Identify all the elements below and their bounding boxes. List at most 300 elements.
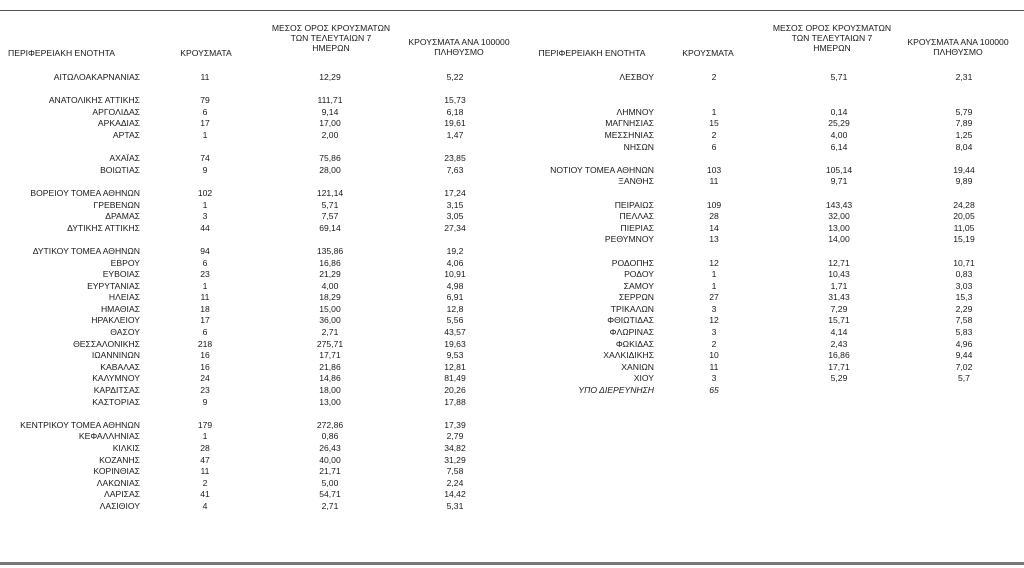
cases-cell: 4: [202, 500, 208, 511]
region-cell: ΔΥΤΙΚΗΣ ΑΤΤΙΚΗΣ: [67, 222, 140, 233]
per100k-cell: 19,61: [444, 118, 466, 129]
avg7-cell: 6,14: [830, 141, 848, 152]
region-cell: ΙΩΑΝΝΙΝΩΝ: [91, 350, 140, 361]
cases-cell: 3: [711, 303, 717, 314]
spacer-row: [518, 95, 1024, 107]
region-cell: ΑΧΑΪΑΣ: [109, 153, 140, 164]
table-row: [0, 188, 520, 200]
region-cell: ΡΕΘΥΜΝΟΥ: [604, 234, 654, 245]
avg7-cell: 2,71: [321, 500, 339, 511]
cases-cell: 102: [197, 187, 213, 198]
per100k-cell: 3,15: [446, 199, 464, 210]
region-cell: ΑΡΤΑΣ: [112, 129, 140, 140]
table-row: [0, 327, 520, 339]
table-row: [518, 315, 1024, 327]
avg7-cell: 5,71: [830, 72, 848, 82]
per100k-cell: 7,58: [446, 466, 464, 477]
avg7-cell: 15,71: [828, 315, 850, 326]
header-avg7-right: ΜΕΣΟΣ ΟΡΟΣ ΚΡΟΥΣΜΑΤΩΝ ΤΩΝ ΤΕΛΕΥΤΑΙΩΝ 7 ΗΜΕΡΩΝ: [772, 23, 892, 53]
region-cell: ΔΡΑΜΑΣ: [105, 211, 140, 222]
region-cell: ΚΑΡΔΙΤΣΑΣ: [93, 385, 140, 396]
avg7-cell: 7,29: [830, 303, 848, 314]
avg7-cell: 21,29: [319, 269, 341, 280]
per100k-cell: 1,25: [955, 129, 973, 140]
per100k-cell: 19,2: [446, 245, 464, 256]
region-cell: ΦΘΙΩΤΙΔΑΣ: [607, 315, 654, 326]
cases-cell: 3: [711, 373, 717, 384]
table-row: [518, 165, 1024, 177]
region-cell: ΑΙΤΩΛΟΑΚΑΡΝΑΝΙΑΣ: [53, 72, 140, 82]
header-cases-right: ΚΡΟΥΣΜΑΤΑ: [682, 48, 734, 58]
region-cell: ΚΑΒΑΛΑΣ: [100, 361, 140, 372]
avg7-cell: 54,71: [319, 489, 341, 500]
table-row: [0, 501, 520, 513]
cases-cell: 2: [711, 129, 717, 140]
per100k-cell: 4,98: [446, 280, 464, 291]
region-cell: ΒΟΙΩΤΙΑΣ: [100, 164, 140, 175]
region-cell: ΦΛΩΡΙΝΑΣ: [609, 327, 654, 338]
table-row: [0, 130, 520, 142]
cases-cell: 47: [200, 454, 210, 465]
avg7-cell: 14,86: [319, 373, 341, 384]
table-row: [518, 258, 1024, 270]
table-row: [0, 455, 520, 467]
cases-cell: 103: [706, 164, 722, 175]
table-row: [0, 223, 520, 235]
avg7-cell: 105,14: [825, 164, 853, 175]
avg7-cell: 16,86: [319, 257, 341, 268]
region-cell: ΘΕΣΣΑΛΟΝΙΚΗΣ: [73, 338, 140, 349]
region-cell: ΞΑΝΘΗΣ: [618, 176, 654, 187]
avg7-cell: 25,29: [828, 118, 850, 129]
table-row: [0, 304, 520, 316]
region-cell: ΛΑΡΙΣΑΣ: [104, 489, 140, 500]
avg7-cell: 69,14: [319, 222, 341, 233]
cases-cell: 9: [202, 164, 208, 175]
table-row: [0, 165, 520, 177]
right-data-table: [518, 72, 1024, 397]
cases-cell: 6: [202, 327, 208, 338]
avg7-cell: 111,71: [317, 95, 343, 106]
per100k-cell: 3,05: [446, 211, 464, 222]
region-cell: ΚΙΛΚΙΣ: [112, 443, 140, 453]
per100k-cell: 2,31: [955, 72, 973, 82]
cases-cell: 27: [709, 292, 719, 303]
avg7-cell: 10,43: [828, 269, 850, 280]
table-row: [518, 72, 1024, 84]
cases-cell: 2: [202, 477, 208, 488]
region-cell: ΥΠΟ ΔΙΕΡΕΥΝΗΣΗ: [578, 385, 654, 396]
avg7-cell: 0,86: [321, 431, 339, 442]
cases-cell: 13: [709, 234, 719, 245]
per100k-cell: 19,63: [444, 338, 466, 349]
cases-cell: 2: [711, 338, 717, 349]
table-row: [518, 350, 1024, 362]
table-row: [518, 327, 1024, 339]
per100k-cell: 7,63: [446, 164, 464, 175]
per100k-cell: 2,24: [446, 477, 464, 488]
per100k-cell: 20,05: [953, 211, 975, 222]
per100k-cell: 11,05: [953, 222, 975, 233]
spacer-row: [0, 176, 520, 188]
region-cell: ΠΙΕΡΙΑΣ: [620, 222, 654, 233]
cases-cell: 9: [202, 396, 208, 407]
region-cell: ΕΥΡΥΤΑΝΙΑΣ: [87, 280, 140, 291]
cases-cell: 1: [202, 199, 208, 210]
bottom-rule: [0, 562, 1024, 565]
header-region-left: ΠΕΡΙΦΕΡΕΙΑΚΗ ΕΝΟΤΗΤΑ: [8, 48, 115, 58]
cases-cell: 10: [709, 350, 719, 361]
avg7-cell: 2,71: [321, 327, 339, 338]
per100k-cell: [904, 385, 1024, 397]
per100k-cell: 15,19: [953, 234, 975, 245]
region-cell: ΛΑΚΩΝΙΑΣ: [96, 477, 140, 488]
cases-cell: 17: [200, 118, 210, 129]
region-cell: ΑΝΑΤΟΛΙΚΗΣ ΑΤΤΙΚΗΣ: [48, 95, 140, 106]
cases-cell: 11: [709, 176, 719, 187]
avg7-cell: 40,00: [319, 454, 341, 465]
per100k-cell: 10,91: [444, 269, 466, 280]
per100k-cell: 5,83: [955, 327, 973, 338]
per100k-cell: 9,53: [446, 350, 464, 361]
region-cell: ΠΕΛΛΑΣ: [619, 211, 654, 222]
avg7-cell: 17,71: [319, 350, 341, 361]
region-cell: ΚΕΦΑΛΛΗΝΙΑΣ: [78, 431, 140, 442]
region-cell: ΑΡΚΑΔΙΑΣ: [97, 118, 140, 129]
per100k-cell: 15,73: [444, 95, 466, 106]
per100k-cell: 27,34: [444, 222, 466, 233]
header-avg7-left: ΜΕΣΟΣ ΟΡΟΣ ΚΡΟΥΣΜΑΤΩΝ ΤΩΝ ΤΕΛΕΥΤΑΙΩΝ 7 ΗΜΕΡΩΝ: [271, 23, 391, 53]
avg7-cell: 4,00: [830, 129, 848, 140]
table-row: [0, 269, 520, 281]
table-row: [0, 385, 520, 397]
avg7-cell: 0,14: [830, 106, 848, 117]
avg7-cell: 13,00: [828, 222, 850, 233]
region-cell: ΣΑΜΟΥ: [623, 280, 654, 291]
cases-cell: 3: [711, 327, 717, 338]
per100k-cell: 12,81: [444, 361, 466, 372]
avg7-cell: 12,71: [828, 257, 850, 268]
table-row: [0, 362, 520, 374]
region-cell: ΚΟΖΑΝΗΣ: [99, 454, 140, 465]
table-row: [518, 200, 1024, 212]
avg7-cell: 275,71: [316, 338, 344, 349]
per100k-cell: 14,42: [444, 489, 466, 500]
per100k-cell: 17,39: [444, 419, 466, 430]
per100k-cell: 7,58: [955, 315, 973, 326]
per100k-cell: 7,89: [955, 118, 973, 129]
per100k-cell: 5,7: [958, 373, 970, 384]
region-cell: ΛΕΣΒΟΥ: [619, 72, 654, 82]
region-cell: ΧΙΟΥ: [633, 373, 654, 384]
table-row: [0, 246, 520, 258]
cases-cell: 17: [200, 315, 210, 326]
region-cell: ΑΡΓΟΛΙΔΑΣ: [92, 106, 140, 117]
table-row: [518, 118, 1024, 130]
per100k-cell: 23,85: [444, 153, 466, 164]
avg7-cell: 4,00: [321, 280, 339, 291]
avg7-cell: 15,00: [319, 303, 341, 314]
per100k-cell: 19,44: [953, 164, 975, 175]
avg7-cell: 18,29: [319, 292, 341, 303]
top-rule: [0, 10, 1024, 11]
cases-cell: 12: [709, 257, 719, 268]
table-row: [0, 339, 520, 351]
avg7-cell: 5,00: [321, 477, 339, 488]
avg7-cell: 135,86: [316, 245, 344, 256]
avg7-cell: 16,86: [828, 350, 850, 361]
table-row: [0, 153, 520, 165]
table-row: [0, 350, 520, 362]
region-cell: ΣΕΡΡΩΝ: [618, 292, 654, 303]
avg7-cell: 14,00: [828, 234, 850, 245]
per100k-cell: 9,44: [955, 350, 973, 361]
per100k-cell: 0,83: [955, 269, 973, 280]
avg7-cell: [774, 385, 904, 397]
spacer-row: [518, 188, 1024, 200]
table-row: [518, 211, 1024, 223]
region-cell: ΜΑΓΝΗΣΙΑΣ: [605, 118, 654, 129]
cases-cell: 24: [200, 373, 210, 384]
left-data-table: [0, 72, 520, 513]
cases-cell: 6: [202, 257, 208, 268]
avg7-cell: 5,29: [830, 373, 848, 384]
avg7-cell: 1,71: [830, 280, 848, 291]
cases-cell: 11: [200, 72, 210, 82]
avg7-cell: 17,00: [319, 118, 341, 129]
region-cell: ΗΜΑΘΙΑΣ: [100, 303, 140, 314]
per100k-cell: 20,26: [444, 385, 466, 396]
cases-cell: 109: [706, 199, 722, 210]
region-cell: ΤΡΙΚΑΛΩΝ: [610, 303, 654, 314]
cases-cell: 1: [711, 280, 717, 291]
avg7-cell: 4,14: [830, 327, 848, 338]
cases-cell: 1: [202, 431, 208, 442]
per100k-cell: 5,56: [446, 315, 464, 326]
cases-cell: 1: [711, 106, 717, 117]
region-cell: ΕΒΡΟΥ: [110, 257, 140, 268]
avg7-cell: 9,71: [830, 176, 848, 187]
cases-cell: 11: [200, 466, 210, 477]
cases-cell: 23: [200, 269, 210, 280]
per100k-cell: 34,82: [444, 443, 466, 453]
table-row: [0, 489, 520, 501]
table-row: [0, 466, 520, 478]
cases-cell: 12: [709, 315, 719, 326]
table-row: [0, 478, 520, 490]
table-row: [518, 304, 1024, 316]
region-cell: ΧΑΝΙΩΝ: [621, 361, 654, 372]
avg7-cell: 5,71: [321, 199, 339, 210]
per100k-cell: 8,04: [955, 141, 973, 152]
table-row: [0, 200, 520, 212]
table-row: [0, 258, 520, 270]
table-row: [0, 373, 520, 385]
avg7-cell: 13,00: [319, 396, 341, 407]
region-cell: ΚΑΛΥΜΝΟΥ: [92, 373, 140, 384]
table-row: [518, 130, 1024, 142]
cases-cell: 3: [202, 211, 208, 222]
avg7-cell: 21,86: [319, 361, 341, 372]
spacer-row: [518, 84, 1024, 96]
region-cell: ΒΟΡΕΙΟΥ ΤΟΜΕΑ ΑΘΗΝΩΝ: [30, 187, 140, 198]
per100k-cell: 4,06: [446, 257, 464, 268]
cases-cell: 44: [200, 222, 210, 233]
per100k-cell: 24,28: [953, 199, 975, 210]
cases-cell: 79: [200, 95, 210, 106]
region-cell: ΡΟΔΟΥ: [624, 269, 654, 280]
table-row: [518, 292, 1024, 304]
per100k-cell: 2,79: [446, 431, 464, 442]
table-row: [0, 443, 520, 455]
header-cases-left: ΚΡΟΥΣΜΑΤΑ: [180, 48, 232, 58]
table-row: [518, 223, 1024, 235]
table-row: [518, 339, 1024, 351]
cases-cell: 18: [200, 303, 210, 314]
avg7-cell: 75,86: [319, 153, 341, 164]
per100k-cell: 6,18: [446, 106, 464, 117]
region-cell: ΚΑΣΤΟΡΙΑΣ: [92, 396, 140, 407]
table-row: [0, 315, 520, 327]
avg7-cell: 2,00: [321, 129, 339, 140]
region-cell: ΜΕΣΣΗΝΙΑΣ: [604, 129, 654, 140]
table-row: [518, 281, 1024, 293]
cases-cell: 2: [711, 72, 717, 82]
cases-cell: 218: [197, 338, 213, 349]
table-row: [0, 118, 520, 130]
cases-cell: 23: [200, 385, 210, 396]
cases-cell: 1: [202, 280, 208, 291]
header-per100k-right: ΚΡΟΥΣΜΑΤΑ ΑΝΑ 100000 ΠΛΗΘΥΣΜΟ: [907, 37, 1009, 57]
avg7-cell: 272,86: [316, 419, 344, 430]
region-cell: ΦΩΚΙΔΑΣ: [615, 338, 654, 349]
per100k-cell: 31,29: [444, 454, 466, 465]
per100k-cell: 2,29: [955, 303, 973, 314]
table-row: [518, 373, 1024, 385]
spacer-row: [0, 84, 520, 96]
table-row: [518, 142, 1024, 154]
spacer-row: [518, 153, 1024, 165]
avg7-cell: 28,00: [319, 164, 341, 175]
table-row: [518, 362, 1024, 374]
region-cell: ΛΑΣΙΘΙΟΥ: [99, 500, 140, 511]
region-cell: ΗΡΑΚΛΕΙΟΥ: [91, 315, 140, 326]
region-cell: ΝΟΤΙΟΥ ΤΟΜΕΑ ΑΘΗΝΩΝ: [550, 164, 654, 175]
per100k-cell: 1,47: [446, 129, 464, 140]
region-cell: ΚΕΝΤΡΙΚΟΥ ΤΟΜΕΑ ΑΘΗΝΩΝ: [20, 419, 140, 430]
per100k-cell: 6,91: [446, 292, 464, 303]
table-row: [0, 95, 520, 107]
spacer-row: [0, 234, 520, 246]
table-row: [0, 420, 520, 432]
region-cell: ΚΟΡΙΝΘΙΑΣ: [93, 466, 140, 477]
table-row: [0, 281, 520, 293]
avg7-cell: 7,57: [321, 211, 339, 222]
avg7-cell: 9,14: [321, 106, 339, 117]
cases-cell: 11: [200, 292, 210, 303]
cases-cell: 65: [709, 385, 719, 396]
avg7-cell: 17,71: [828, 361, 850, 372]
header-per100k-left: ΚΡΟΥΣΜΑΤΑ ΑΝΑ 100000 ΠΛΗΘΥΣΜΟ: [408, 37, 510, 57]
avg7-cell: 121,14: [316, 187, 344, 198]
per100k-cell: 3,03: [955, 280, 973, 291]
cases-cell: 1: [711, 269, 717, 280]
per100k-cell: 9,89: [955, 176, 973, 187]
region-cell: ΠΕΙΡΑΙΩΣ: [614, 199, 654, 210]
cases-cell: 94: [200, 245, 210, 256]
per100k-cell: 15,3: [955, 292, 973, 303]
region-cell: ΓΡΕΒΕΝΩΝ: [93, 199, 140, 210]
cases-cell: 28: [709, 211, 719, 222]
region-cell: ΗΛΕΙΑΣ: [108, 292, 140, 303]
avg7-cell: 36,00: [319, 315, 341, 326]
per100k-cell: 17,24: [444, 187, 466, 198]
region-cell: ΧΑΛΚΙΔΙΚΗΣ: [603, 350, 654, 361]
avg7-cell: 143,43: [825, 199, 853, 210]
per100k-cell: 5,31: [446, 500, 464, 511]
cases-cell: 6: [711, 141, 717, 152]
avg7-cell: 31,43: [828, 292, 850, 303]
cases-cell: 41: [200, 489, 210, 500]
region-cell: ΘΑΣΟΥ: [110, 327, 140, 338]
table-row: [518, 269, 1024, 281]
cases-cell: 15: [709, 118, 719, 129]
region-cell: ΡΟΔΟΠΗΣ: [611, 257, 654, 268]
per100k-cell: 4,96: [955, 338, 973, 349]
per100k-cell: 7,02: [955, 361, 973, 372]
table-row: [0, 431, 520, 443]
avg7-cell: 32,00: [828, 211, 850, 222]
cases-cell: 28: [200, 443, 210, 453]
region-cell: ΔΥΤΙΚΟΥ ΤΟΜΕΑ ΑΘΗΝΩΝ: [32, 245, 140, 256]
per100k-cell: 17,88: [444, 396, 466, 407]
per100k-cell: 81,49: [444, 373, 466, 384]
per100k-cell: 10,71: [953, 257, 975, 268]
table-row: [0, 72, 520, 84]
cases-cell: 179: [197, 419, 213, 430]
avg7-cell: 26,43: [319, 443, 341, 453]
per100k-cell: 5,79: [955, 106, 973, 117]
per100k-cell: 43,57: [444, 327, 466, 338]
spacer-row: [518, 246, 1024, 258]
spacer-row: [0, 408, 520, 420]
cases-cell: 11: [709, 361, 719, 372]
header-region-right: ΠΕΡΙΦΕΡΕΙΑΚΗ ΕΝΟΤΗΤΑ: [538, 48, 646, 58]
avg7-cell: 2,43: [830, 338, 848, 349]
avg7-cell: 21,71: [319, 466, 341, 477]
region-cell: ΝΗΣΩΝ: [623, 141, 654, 152]
cases-cell: 16: [200, 350, 210, 361]
region-cell: ΛΗΜΝΟΥ: [616, 106, 654, 117]
avg7-cell: 18,00: [319, 385, 341, 396]
table-row: [0, 397, 520, 409]
cases-cell: 6: [202, 106, 208, 117]
table-row: [0, 211, 520, 223]
table-row: [518, 107, 1024, 119]
table-row: [518, 385, 1024, 397]
per100k-cell: 12,8: [446, 303, 464, 314]
spacer-row: [0, 142, 520, 154]
cases-cell: 74: [200, 153, 210, 164]
cases-cell: 14: [709, 222, 719, 233]
cases-cell: 1: [202, 129, 208, 140]
table-row: [518, 176, 1024, 188]
table-row: [518, 234, 1024, 246]
per100k-cell: 5,22: [446, 72, 464, 82]
avg7-cell: 12,29: [319, 72, 341, 82]
cases-cell: 16: [200, 361, 210, 372]
table-row: [0, 292, 520, 304]
